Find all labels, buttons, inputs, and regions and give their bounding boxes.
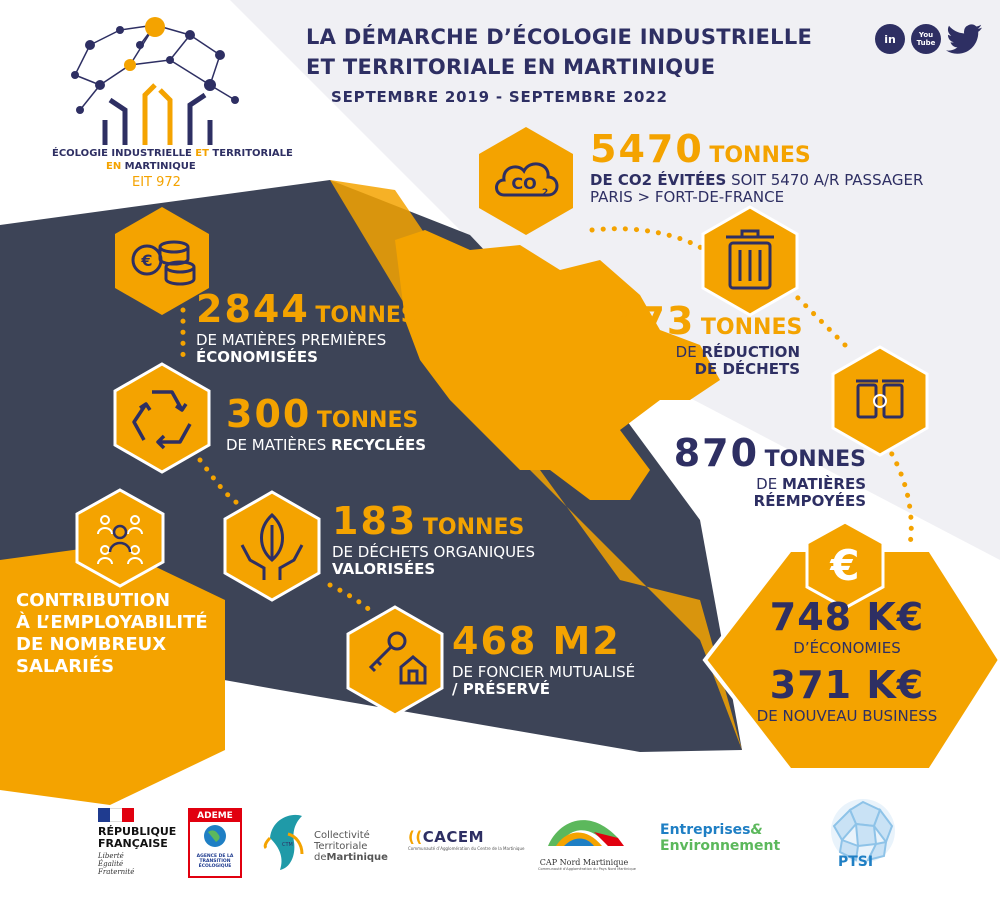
stat-raw-materials: 2844 TONNES DE MATIÈRES PREMIÈRES ÉCONOMISÉES <box>196 287 417 366</box>
logo-ctm: CTM Collectivité Territoriale deMartinique <box>262 808 372 874</box>
stat-land: 468 M2 DE FONCIER MUTUALISÉ / PRÉSERVÉ <box>452 619 636 698</box>
logo-cacem: ((CACEM Communauté d’Agglomération du Centre de la Martinique <box>408 828 525 851</box>
cap-nord-mark-icon <box>538 802 630 854</box>
svg-text:€: € <box>830 541 860 590</box>
stat-savings: 748 K€ D’ÉCONOMIES <box>769 595 925 657</box>
page-period: SEPTEMBRE 2019 - SEPTEMBRE 2022 <box>331 88 668 106</box>
svg-text:2: 2 <box>542 188 549 198</box>
youtube-icon[interactable]: You Tube <box>911 24 941 54</box>
co2-icon <box>476 125 576 237</box>
flag-icon <box>98 808 134 822</box>
brand-line2: EN MARTINIQUE <box>106 161 196 172</box>
stat-recycled: 300 TONNES DE MATIÈRES RECYCLÉES <box>226 392 427 454</box>
stat-organic: 183 TONNES DE DÉCHETS ORGANIQUES VALORISÉES <box>332 499 536 578</box>
network-tree-icon <box>60 15 260 145</box>
stat-business: 371 K€ DE NOUVEAU BUSINESS <box>756 663 938 725</box>
brand-line1: ÉCOLOGIE INDUSTRIELLE ET TERRITORIALE <box>52 148 293 159</box>
stat-co2: 5470 TONNES DE CO2 ÉVITÉES SOIT 5470 A/R PASSAGER PARIS > FORT-DE-FRANCE <box>590 127 924 206</box>
page-title: LA DÉMARCHE D’ÉCOLOGIE INDUSTRIELLE ET TERRITORIALE EN MARTINIQUE <box>306 25 813 79</box>
logo-ademe: ADEME AGENCE DE LA TRANSITION ÉCOLOGIQUE <box>188 808 242 878</box>
globe-icon <box>190 822 240 850</box>
svg-text:CO: CO <box>511 174 537 193</box>
key-house-icon <box>345 605 445 717</box>
stat-reuse: 870 TONNES DE MATIÈRES RÉEMPOYÉES <box>673 431 866 510</box>
stat-waste: 873 TONNES DE RÉDUCTION DE DÉCHETS <box>610 299 803 378</box>
twitter-icon[interactable] <box>946 24 982 54</box>
leaf-hands-icon <box>222 490 322 602</box>
svg-text:€: € <box>141 251 153 270</box>
people-icon <box>75 488 165 588</box>
brand-code: EIT 972 <box>132 175 181 190</box>
eit-logo <box>52 15 293 190</box>
logo-republique-francaise: RÉPUBLIQUE FRANÇAISE Liberté Égalité Fraternité <box>98 808 188 876</box>
recycle-icon <box>112 362 212 474</box>
hummingbird-icon <box>262 808 314 874</box>
logo-ptsi: PTSI <box>828 796 898 882</box>
logo-entreprises-environnement: Entreprises& Environnement <box>660 822 781 854</box>
linkedin-icon[interactable]: in <box>875 24 905 54</box>
logo-cap-nord: CAP Nord Martinique Communauté d’Agglomération du Pays Nord Martinique <box>538 802 630 874</box>
stat-employability: CONTRIBUTION À L’EMPLOYABILITÉ DE NOMBREUX SALARIÉS <box>16 590 208 677</box>
